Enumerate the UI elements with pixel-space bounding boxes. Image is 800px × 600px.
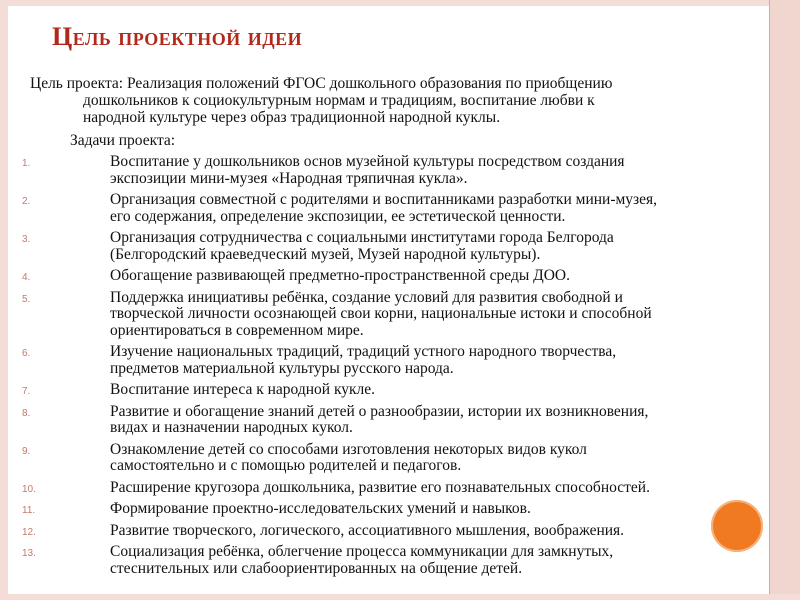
list-item-text <box>0 290 760 340</box>
list-item-line: Организация сотрудничества с социальными институтами города Белгорода <box>110 229 614 246</box>
list-item-number: 13. <box>22 548 36 559</box>
list-item-number: 8. <box>22 407 31 419</box>
list-item-line: экспозиции мини-музея «Народная тряпичная кукла». <box>110 169 468 187</box>
list-item <box>0 290 760 340</box>
list-item-line: Расширение кругозора дошкольника, развитие его познавательных способностей. <box>110 478 650 496</box>
bottom-border <box>0 594 800 600</box>
list-item-line: его содержания, определение экспозиции, ее эстетической ценности. <box>110 207 566 225</box>
list-item-number: 6. <box>22 348 31 359</box>
decorative-circle <box>711 500 763 552</box>
list-item-text <box>0 480 760 497</box>
list-item-line: Изучение национальных традиций, традиций устного народного творчества, <box>110 343 617 360</box>
list-item <box>0 442 760 475</box>
goal-line-1 <box>30 75 730 92</box>
list-item-text <box>0 230 760 263</box>
list-item-text <box>0 442 760 475</box>
list-item-line: Развитие и обогащение знаний детей о разнообразии, истории их возникновения, <box>110 402 649 420</box>
list-item-number: 7. <box>22 386 31 397</box>
list-item-line: ориентироваться в современном мире. <box>110 321 364 339</box>
list-item-line: (Белгородский краеведческий музей, Музей народной культуры). <box>110 245 541 263</box>
list-item-line: творческой личности осознающей свои корни, национальные истоки и способной <box>110 305 652 322</box>
goal-line-2: дошкольников к социокультурным нормам и традициям, воспитание любви к <box>83 92 595 109</box>
list-item-line: Воспитание у дошкольников основ музейной культуры посредством создания <box>110 153 625 170</box>
tasks-title: Задачи проекта: <box>70 132 176 149</box>
list-item <box>0 230 760 263</box>
list-item-line: Поддержка инициативы ребёнка, создание условий для развития свободной и <box>110 288 623 306</box>
list-item-number: 2. <box>22 196 31 207</box>
goal-line-3: народной культуре через образ традиционной народной куклы. <box>83 109 501 126</box>
list-item-number: 9. <box>22 445 31 457</box>
list-item <box>0 268 760 285</box>
list-item-line: Развитие творческого, логического, ассоциативного мышления, воображения. <box>110 521 625 539</box>
list-item <box>0 404 760 437</box>
slide-title: Цель проектной идеи <box>52 22 303 51</box>
list-item-text <box>0 501 760 518</box>
list-item-number: 4. <box>22 272 31 283</box>
list-item-line: самостоятельно и с помощью родителей и педагогов. <box>110 457 462 474</box>
list-item <box>0 523 760 540</box>
list-item-text <box>0 382 760 399</box>
list-item-line: Организация совместной с родителями и воспитанниками разработки мини-музея, <box>110 191 658 208</box>
list-item <box>0 154 760 187</box>
goal-block <box>30 75 730 126</box>
list-item <box>0 501 760 518</box>
list-item-text <box>0 344 760 377</box>
list-item <box>0 480 760 497</box>
list-item <box>0 344 760 377</box>
list-item-line: стеснительных или слабоориентированных на общение детей. <box>110 559 523 577</box>
list-item <box>0 544 760 577</box>
list-item <box>0 192 760 225</box>
list-item-number: 3. <box>22 234 31 245</box>
list-item-line: Ознакомление детей со способами изготовления некоторых видов кукол <box>110 440 587 458</box>
goal-label: Цель проекта: <box>30 75 124 92</box>
goal-text-1: Реализация положений ФГОС дошкольного образования по приобщению <box>123 75 613 92</box>
right-border <box>770 0 800 600</box>
list-item-line: Социализация ребёнка, облегчение процесса коммуникации для замкнутых, <box>110 543 614 560</box>
top-border <box>0 0 800 6</box>
list-item-text <box>0 268 760 285</box>
right-border-line <box>769 0 770 600</box>
list-item-number: 10. <box>22 483 36 495</box>
list-item-number: 12. <box>22 526 36 538</box>
list-item <box>0 382 760 399</box>
list-item-line: видах и назначении народных кукол. <box>110 419 353 436</box>
list-item-text <box>0 523 760 540</box>
list-item-line: Обогащение развивающей предметно-пространственной среды ДОО. <box>110 267 570 284</box>
list-item-text <box>0 154 760 187</box>
task-list <box>0 154 760 582</box>
list-item-number: 11. <box>22 505 36 516</box>
list-item-text <box>0 544 760 577</box>
list-item-line: предметов материальной культуры русского народа. <box>110 359 454 377</box>
list-item-text <box>0 404 760 437</box>
list-item-line: Воспитание интереса к народной кукле. <box>110 381 376 398</box>
list-item-line: Формирование проектно-исследовательских умений и навыков. <box>110 500 531 517</box>
list-item-text <box>0 192 760 225</box>
list-item-number: 1. <box>22 158 31 169</box>
list-item-number: 5. <box>22 293 31 305</box>
